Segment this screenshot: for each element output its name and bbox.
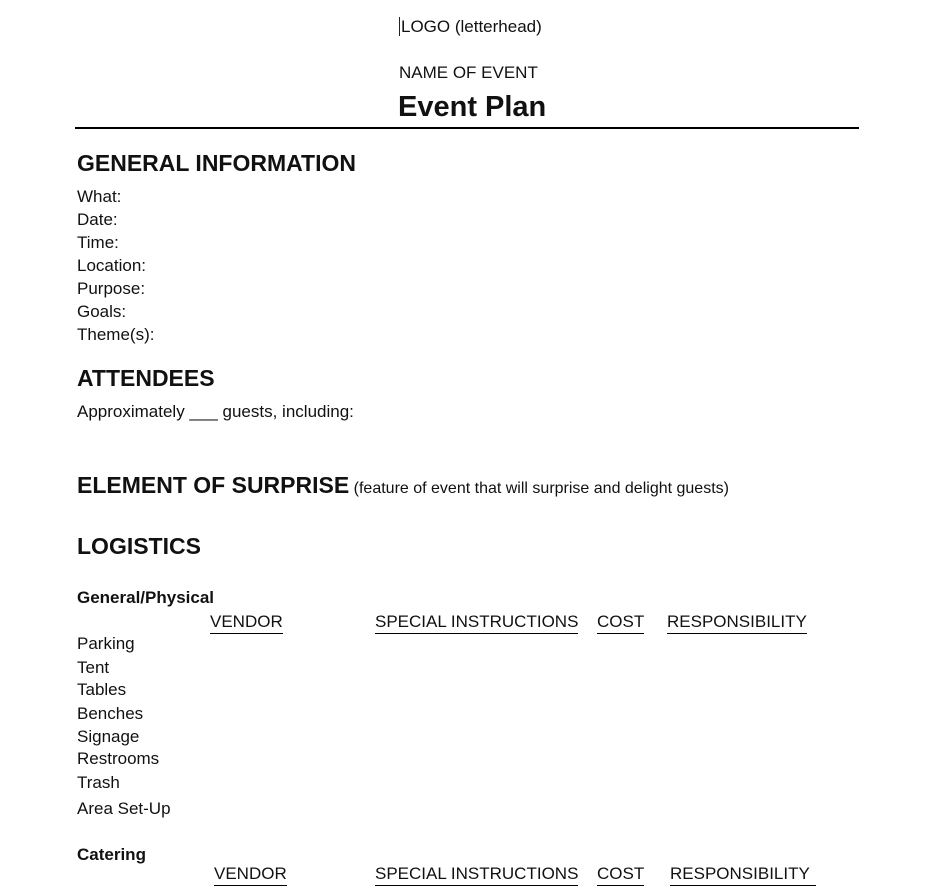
field-what: What: bbox=[77, 187, 122, 206]
field-goals: Goals: bbox=[77, 302, 127, 321]
general-physical-heading: General/Physical bbox=[77, 588, 215, 607]
list-item: Signage bbox=[77, 727, 140, 746]
list-item: Parking bbox=[77, 634, 135, 653]
column-cost: COST bbox=[597, 612, 644, 634]
list-item: Trash bbox=[77, 773, 120, 792]
list-item: Restrooms bbox=[77, 749, 160, 768]
column-responsibility: RESPONSIBILITY bbox=[667, 612, 807, 634]
catering-column-special-instructions: SPECIAL INSTRUCTIONS bbox=[375, 864, 578, 886]
logo-text: LOGO (letterhead) bbox=[401, 17, 542, 36]
event-name: NAME OF EVENT bbox=[399, 63, 538, 82]
logistics-heading: LOGISTICS bbox=[77, 533, 201, 559]
list-item: Benches bbox=[77, 704, 144, 723]
page-title: Event Plan bbox=[398, 91, 547, 123]
list-item: Tables bbox=[77, 680, 127, 699]
surprise-section bbox=[77, 472, 729, 499]
list-item: Tent bbox=[77, 658, 110, 677]
catering-column-cost: COST bbox=[597, 864, 644, 886]
surprise-heading: ELEMENT OF SURPRISE bbox=[77, 472, 350, 498]
title-divider bbox=[75, 127, 859, 129]
attendees-text: Approximately ___ guests, including: bbox=[77, 402, 354, 421]
catering-heading: Catering bbox=[77, 845, 146, 864]
column-special-instructions: SPECIAL INSTRUCTIONS bbox=[375, 612, 578, 634]
column-vendor: VENDOR bbox=[210, 612, 283, 634]
field-themes: Theme(s): bbox=[77, 325, 155, 344]
field-location: Location: bbox=[77, 256, 146, 275]
list-item: Area Set-Up bbox=[77, 799, 171, 818]
general-information-heading: GENERAL INFORMATION bbox=[77, 150, 356, 176]
catering-column-vendor: VENDOR bbox=[214, 864, 287, 886]
text-cursor bbox=[399, 17, 400, 36]
catering-column-responsibility: RESPONSIBILITY bbox=[670, 864, 816, 886]
field-purpose: Purpose: bbox=[77, 279, 146, 298]
field-time: Time: bbox=[77, 233, 119, 252]
surprise-note: (feature of event that will surprise and delight guests) bbox=[353, 480, 729, 497]
attendees-heading: ATTENDEES bbox=[77, 365, 215, 391]
field-date: Date: bbox=[77, 210, 118, 229]
logo-placeholder bbox=[399, 17, 542, 37]
